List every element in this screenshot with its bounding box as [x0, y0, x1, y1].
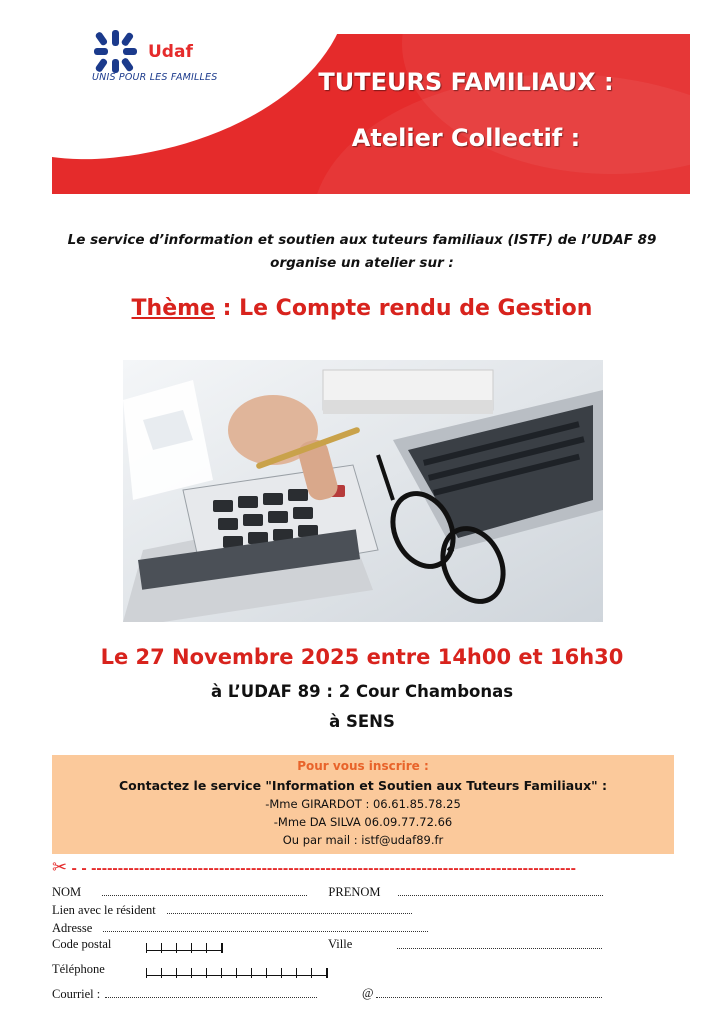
event-address-line2: à SENS [329, 712, 395, 731]
telephone-boxes[interactable] [146, 963, 328, 976]
cut-dashes: - - ------------------------------------------------------------------------------------------- [71, 860, 576, 877]
adresse-field[interactable] [103, 920, 428, 932]
contact-person2: -Mme DA SILVA 06.09.77.72.66 [273, 815, 453, 829]
adresse-label: Adresse [52, 921, 93, 935]
form-row-nom [52, 884, 603, 900]
form-row-telephone [52, 962, 105, 978]
scissors-icon: ✂ [52, 857, 68, 877]
contact-service: Contactez le service "Information et Soutien aux Tuteurs Familiaux" : [118, 778, 607, 793]
logo-tagline: UNIS POUR LES FAMILLES [92, 72, 218, 83]
theme-label: Thème [131, 296, 215, 321]
prenom-label: PRENOM [328, 885, 381, 899]
accounting-photo [123, 360, 603, 622]
intro-line2: organise un atelier sur : [270, 255, 454, 271]
code-postal-label: Code postal [52, 937, 112, 951]
ville-label: Ville [328, 937, 353, 951]
header-title-line1: TUTEURS FAMILIAUX : [318, 68, 614, 96]
contact-heading: Pour vous inscrire : [297, 759, 429, 773]
calculator-laptop-illustration [123, 360, 603, 622]
courriel-field[interactable] [105, 986, 317, 998]
contact-person1: -Mme GIRARDOT : 06.61.85.78.25 [265, 797, 461, 811]
event-date: Le 27 Novembre 2025 entre 14h00 et 16h30 [100, 645, 624, 669]
telephone-label: Téléphone [52, 962, 105, 976]
courriel-label: Courriel : [52, 987, 101, 1001]
theme-title [0, 296, 724, 321]
lien-label: Lien avec le résident [52, 903, 156, 917]
nom-field[interactable] [102, 884, 307, 896]
nom-label: NOM [52, 885, 82, 899]
logo-brand-text: Udaf [148, 42, 193, 62]
form-row-courriel [52, 986, 672, 1002]
code-postal-boxes[interactable] [146, 938, 223, 951]
event-address-line1: à L’UDAF 89 : 2 Cour Chambonas [210, 682, 514, 701]
contact-email: Ou par mail : istf@udaf89.fr [282, 833, 444, 847]
form-row-code-postal [52, 937, 672, 953]
theme-text: : Le Compte rendu de Gestion [214, 296, 593, 321]
courriel-domain-field[interactable] [376, 986, 602, 998]
header-title-line2: Atelier Collectif : [351, 124, 581, 152]
ville-field[interactable] [397, 937, 602, 949]
cut-line [52, 857, 672, 877]
form-row-lien [52, 902, 412, 918]
contact-box [52, 755, 674, 854]
at-sign: @ [362, 986, 374, 1000]
intro-line1: Le service d’information et soutien aux tuteurs familiaux (ISTF) de l’UDAF 89 [67, 232, 657, 248]
lien-field[interactable] [167, 902, 412, 914]
prenom-field[interactable] [398, 884, 603, 896]
form-row-adresse [52, 920, 428, 936]
